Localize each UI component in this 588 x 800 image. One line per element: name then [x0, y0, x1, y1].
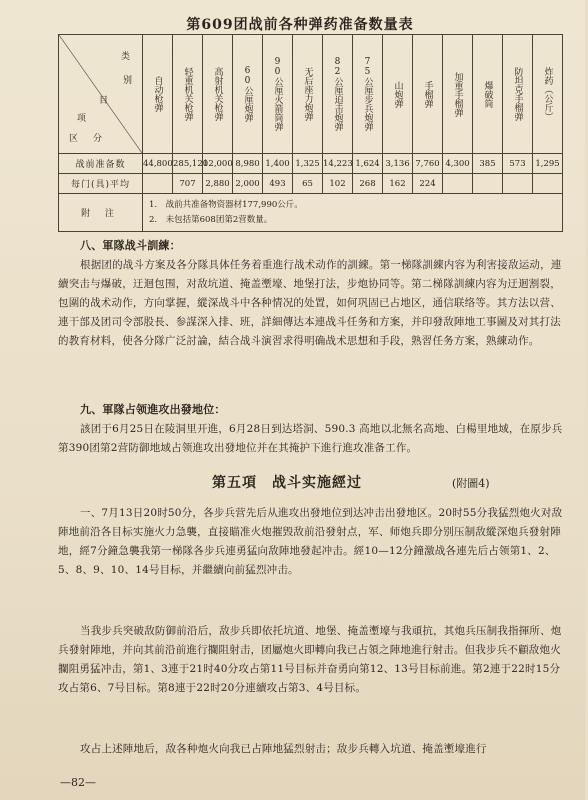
table-cell: 3,136	[383, 154, 413, 174]
section-heading: 九、軍隊占领進攻出發地位：	[80, 403, 226, 416]
paragraph: 当我步兵突破敌防御前沿后，敌步兵即依托坑道、地堡、掩盖壍壕与我頑抗，其炮兵压制我指揮所、炮兵發射陣地，并向其前沿前進行攔阻射击，团屬炮火即轉向我已占領之陣地進行射击。但我步兵不顧敌炮火攔阻勇猛冲击，第1、3連于21时40分攻占第11号目标并奋勇向第12、13号目标前進。第2連于22时15分攻占第6、7号目标。第8連于22时20分連續攻占第3、4号目标。	[58, 625, 562, 694]
column-header: 82公厘迫击炮弹	[332, 57, 343, 131]
table-cell: 1,400	[263, 154, 293, 174]
note-item: 1. 战前共准备物资器材177,990公斤。	[149, 199, 303, 210]
corner-label: 分	[93, 134, 103, 144]
section-heading: 八、軍隊战斗訓練：	[80, 239, 181, 252]
table-cell: 162	[383, 174, 413, 194]
table-cell: 2,880	[203, 174, 233, 194]
row-label: 每门(具)平均	[59, 174, 143, 194]
table-cell: 224	[413, 174, 443, 194]
notes-label: 附 注	[59, 194, 143, 232]
note-item: 2. 未包括第608团第2营数量。	[149, 214, 273, 225]
paragraph: 一、7月13日20时50分，各步兵营先后从進攻出發地位到达冲击出發地区。20时55分我猛烈炮火对敌陣地前沿各目标实施火力急襲，直接瞄准火炮摧毁敌前沿發射点，军、师炮兵即分别压制敌縱深炮兵發射陣地，經7分鐘急襲我第一梯隊各步兵連勇猛向敌陣地發起冲击。經10—12分鐘激战各連先后占领第1、2、5、8、9、10、14号目标，并繼續向前猛烈冲击。	[58, 507, 563, 576]
corner-label: 区	[69, 134, 79, 144]
table-title: 第609团战前各种弹药准备数量表	[186, 17, 414, 33]
paragraph: 根据团的战斗方案及各分隊具体任务着重進行战术动作的訓練。第一梯隊訓練内容为利害接敌运动，連續突击与爆破，迂迴包围，对敌坑道、掩盖壍壕、地堡打法，步炮协同等。第二梯隊訓練内容为迂迴割裂，包圍的战术动作，方向掌握，縱深战斗中各种情况的处置，如何巩固已占地区，通信联络等。其方法以营、連干部及团司令部股長、参謀深入排、班，詳細傳达本連战斗任务和方案，并印發敌陣地工事圖及对其打法的教育材料，使各分隊广泛討論，結合战斗演習求得明确战术思想和手段，熟習任务方案，熟練动作。	[58, 259, 562, 347]
figure-reference: (附圖4)	[452, 477, 490, 490]
table-cell: 707	[173, 174, 203, 194]
column-header: 加重手榴弹	[452, 71, 463, 117]
paragraph: 攻占上述陣地后，敌各种炮火向我已占陣地猛烈射击；敌步兵轉入坑道、掩盖壍壕進行	[80, 743, 487, 755]
notes-cell	[143, 194, 563, 232]
column-header: 爆破筒	[482, 80, 493, 108]
table-cell: 8,980	[233, 154, 263, 174]
column-header: 90公厘火箭筒弹	[272, 57, 283, 131]
table-cell	[533, 174, 563, 194]
table-cell: 573	[503, 154, 533, 174]
table-row	[59, 174, 563, 194]
table-cell: 1,624	[353, 154, 383, 174]
table-corner-header	[59, 35, 143, 154]
table-cell: 1,295	[533, 154, 563, 174]
table-cell	[143, 174, 173, 194]
table-cell: 7,760	[413, 154, 443, 174]
notes-row	[59, 194, 563, 232]
table-cell: 1,325	[293, 154, 323, 174]
table-cell: 44,800	[143, 154, 173, 174]
corner-label: 别	[123, 76, 133, 86]
corner-label: 目	[99, 96, 109, 106]
column-header: 60公厘炮弹	[242, 66, 253, 122]
table-cell: 2,000	[233, 174, 263, 194]
column-header: 自动枪弹	[152, 76, 163, 112]
table-cell: 385	[473, 154, 503, 174]
chapter-heading: 第五項 战斗实施經过	[212, 475, 362, 491]
table-cell: 12,000	[203, 154, 233, 174]
column-header: 无后座力炮弹	[302, 67, 313, 121]
table-cell	[503, 174, 533, 194]
table-cell	[443, 174, 473, 194]
ammo-table	[58, 34, 563, 232]
paragraph: 該团于6月25日在陵洞里开進，6月28日到达塔洞、590.3 高地以北無名高地、白楊里地域，在原步兵第390团第2营防御地域占领進攻出發地位并在其掩护下進行進攻准备工作。	[58, 423, 563, 454]
row-label: 战前准备数	[59, 154, 143, 174]
table-cell	[473, 174, 503, 194]
column-header: 防坦克手榴弹	[512, 67, 523, 121]
column-header: 轻重机关枪弹	[182, 67, 193, 121]
table-row	[59, 154, 563, 174]
table-cell: 14,223	[323, 154, 353, 174]
table-cell: 493	[263, 174, 293, 194]
table-cell: 102	[323, 174, 353, 194]
column-header: 手榴弹	[422, 80, 433, 108]
corner-label: 项	[77, 114, 87, 124]
column-header: 山炮弹	[392, 80, 403, 108]
corner-label: 类	[121, 52, 131, 62]
table-cell: 65	[293, 174, 323, 194]
table-cell: 285,120	[173, 154, 203, 174]
page-number: —82—	[60, 776, 96, 789]
column-header: 75公厘步兵炮弹	[362, 57, 373, 131]
column-header: 高射机关枪弹	[212, 67, 223, 121]
column-header: 炸药（公斤）	[542, 67, 553, 121]
table-cell: 4,300	[443, 154, 473, 174]
table-cell: 268	[353, 174, 383, 194]
